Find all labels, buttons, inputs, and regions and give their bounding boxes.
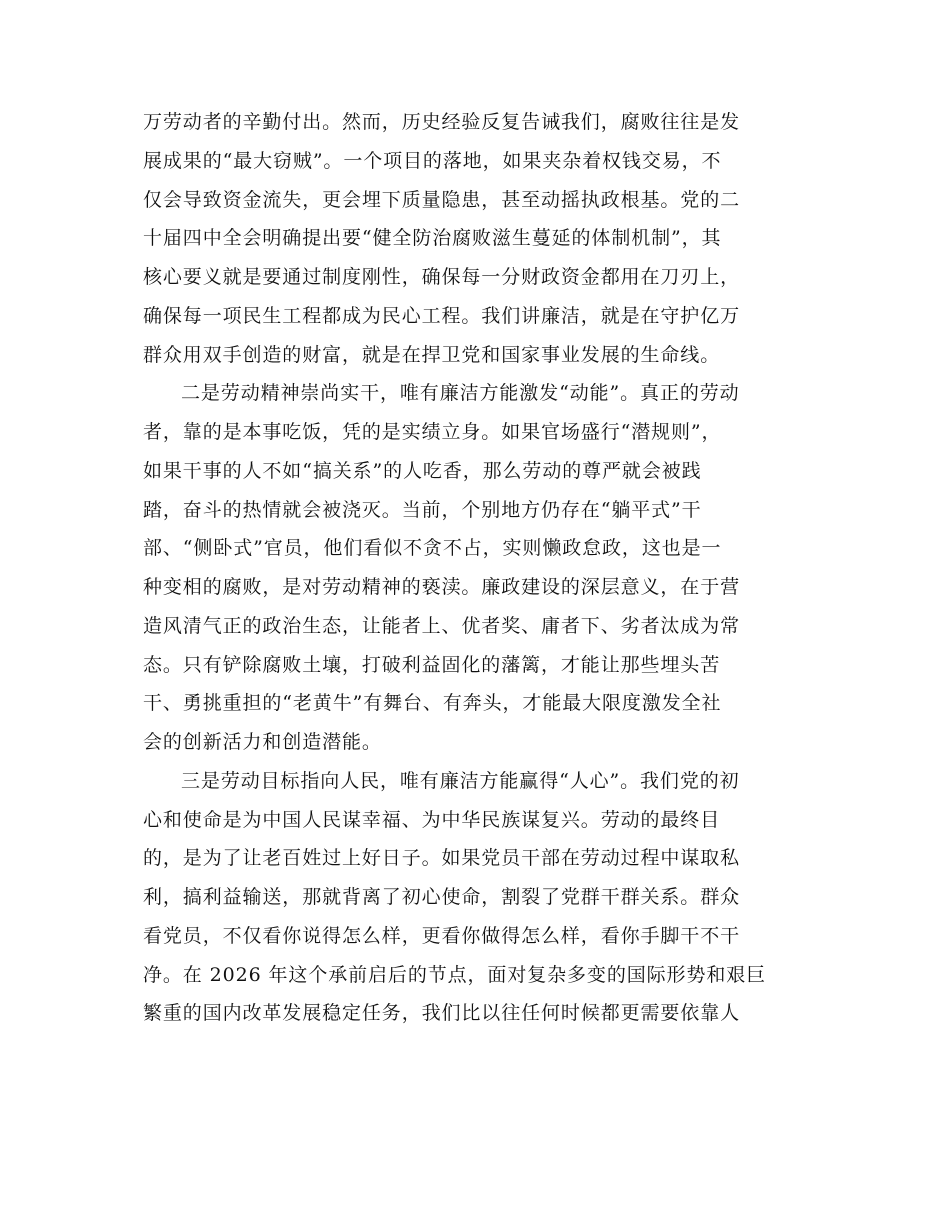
- text-line: 会的创新活力和创造潜能。: [143, 731, 382, 753]
- document-body: [143, 103, 808, 1033]
- text-line: 净。在 2026 年这个承前启后的节点，面对复杂多变的国际形势和艰巨: [143, 963, 767, 986]
- text-line: 踏，奋斗的热情就会被浇灭。当前，个别地方仍存在“躺平式”干: [143, 498, 702, 521]
- text-line: 展成果的“最大窃贼”。一个项目的落地，如果夹杂着权钱交易，不: [143, 149, 722, 172]
- text-line: 十届四中全会明确提出要“健全防治腐败滋生蔓延的体制机制”，其: [143, 227, 722, 250]
- text-line: 部、“侧卧式”官员，他们看似不贪不占，实则懒政怠政，这也是一: [143, 537, 722, 560]
- text-line: 者，靠的是本事吃饭，凭的是实绩立身。如果官场盛行“潜规则”，: [143, 421, 722, 443]
- text-line: 万劳动者的辛勤付出。然而，历史经验反复告诫我们，腐败往往是发: [143, 111, 741, 133]
- text-line: 造风清气正的政治生态，让能者上、优者奖、庸者下、劣者汰成为常: [143, 614, 741, 637]
- text-line: 干、勇挑重担的“老黄牛”有舞台、有奔头，才能最大限度激发全社: [143, 692, 722, 715]
- paragraph-first-line: 二是劳动精神崇尚实干，唯有廉洁方能激发“动能”。真正的劳动: [181, 382, 740, 405]
- text-line: 确保每一项民生工程都成为民心工程。我们讲廉洁，就是在守护亿万: [143, 304, 741, 327]
- text-line: 繁重的国内改革发展稳定任务，我们比以往任何时候都更需要依靠人: [143, 1002, 741, 1025]
- text-line: 核心要义就是要通过制度刚性，确保每一分财政资金都用在刀刃上，: [143, 266, 741, 288]
- text-line: 种变相的腐败，是对劳动精神的亵渎。廉政建设的深层意义，在于营: [143, 576, 741, 598]
- text-line: 如果干事的人不如“搞关系”的人吃香，那么劳动的尊严就会被践: [143, 459, 702, 482]
- paragraph-first-line: 三是劳动目标指向人民，唯有廉洁方能赢得“人心”。我们党的初: [181, 769, 740, 792]
- text-line: 利，搞利益输送，那就背离了初心使命，割裂了党群干群关系。群众: [143, 886, 741, 908]
- text-line: 群众用双手创造的财富，就是在捍卫党和国家事业发展的生命线。: [143, 343, 721, 366]
- text-line: 的，是为了让老百姓过上好日子。如果党员干部在劳动过程中谋取私: [143, 847, 741, 870]
- text-line: 看党员，不仅看你说得怎么样，更看你做得怎么样，看你手脚干不干: [143, 924, 741, 947]
- text-line: 仅会导致资金流失，更会埋下质量隐患，甚至动摇执政根基。党的二: [143, 188, 741, 211]
- text-line: 心和使命是为中国人民谋幸福、为中华民族谋复兴。劳动的最终目: [143, 808, 721, 831]
- text-line: 态。只有铲除腐败土壤，打破利益固化的藩篱，才能让那些埋头苦: [143, 653, 721, 676]
